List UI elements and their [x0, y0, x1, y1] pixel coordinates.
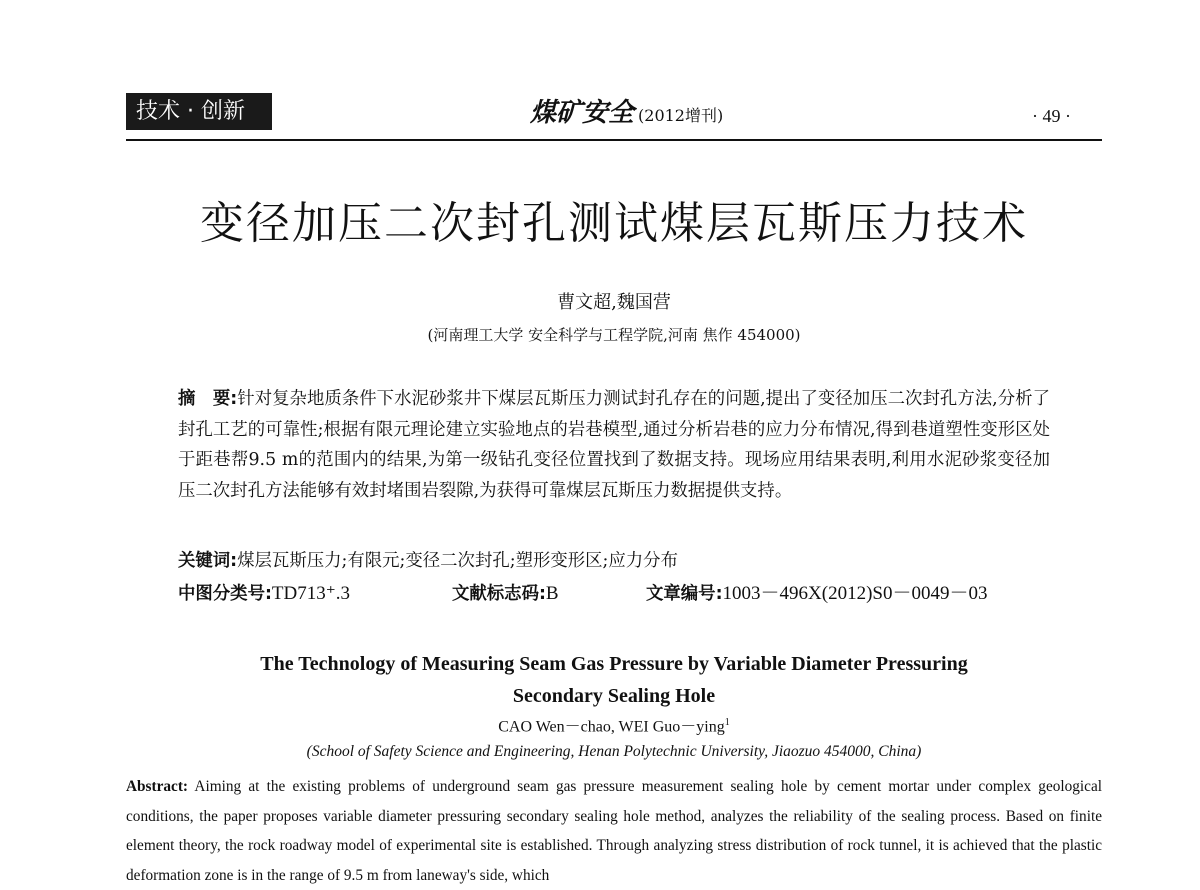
article-number	[646, 580, 987, 608]
article-no-value: 1003－496X(2012)S0－0049－03	[722, 583, 988, 604]
journal-issue: (2012增刊)	[638, 106, 724, 125]
abstract-zh-text: 针对复杂地质条件下水泥砂浆井下煤层瓦斯压力测试封孔存在的问题,提出了变径加压二次封孔方法,分析了封孔工艺的可靠性;根据有限元理论建立实验地点的岩巷模型,通过分析岩巷的应力分布情况,得到巷道塑性变形区处于距巷帮9.5 m的范围内的结果,为第一级钻孔变径位置找到了数据支持。现场应用结果表明,利用水泥砂浆变径加压二次封孔方法能够有效封堵围岩裂隙,为获得可靠煤层瓦斯压力数据提供支持。	[178, 389, 1050, 501]
authors-en	[126, 712, 1102, 738]
classification-line	[178, 580, 1078, 608]
affiliation-en: (School of Safety Science and Engineering, Henan Polytechnic University, Jiaozuo 454000, China)	[306, 743, 922, 760]
abstract-en-text: Aiming at the existing problems of underground seam gas pressure measurement sealing hole by cement mortar under complex geological conditions, the paper proposes variable diameter pressuring secondary sealing hole method, analyzes the reliability of the sealing process. Based on finite element theory, the rock roadway model of experimental site is established. Through analyzing stress distribution of rock tunnel, it is achieved that the plastic deformation zone is in the range of 9.5 m from laneway's side, which	[126, 778, 1103, 884]
doc-code-value: B	[545, 583, 559, 604]
keywords-text: 煤层瓦斯压力;有限元;变径二次封孔;塑形变形区;应力分布	[237, 551, 678, 571]
authors-zh: 曹文超,魏国营	[557, 292, 671, 313]
page-number: · 49 ·	[1032, 106, 1071, 126]
section-tag: 技术 · 创新	[126, 93, 272, 130]
keywords-label: 关键词:	[178, 551, 238, 571]
abstract-zh	[178, 384, 1050, 506]
affiliation-zh: (河南理工大学 安全科学与工程学院,河南 焦作 454000)	[427, 326, 801, 344]
clc-label: 中图分类号:	[178, 584, 272, 604]
clc-value: TD713⁺.3	[271, 583, 351, 604]
title-en-line1: The Technology of Measuring Seam Gas Pressure by Variable Diameter Pressuring	[260, 653, 968, 675]
authors-en-names: CAO Wen－chao, WEI Guo－ying	[498, 718, 725, 736]
keywords-zh	[178, 548, 1078, 574]
article-title-zh: 变径加压二次封孔测试煤层瓦斯压力技术	[200, 198, 1028, 249]
article-no-label: 文章编号:	[646, 584, 723, 604]
authors-en-superscript: 1	[724, 717, 730, 728]
article-title-en	[126, 648, 1102, 712]
journal-title	[530, 96, 723, 133]
title-en-line2: Secondary Sealing Hole	[512, 685, 716, 707]
abstract-zh-label: 摘 要:	[178, 389, 238, 409]
abstract-en-label: Abstract:	[126, 778, 189, 795]
abstract-en	[126, 772, 1102, 890]
document-code	[452, 580, 559, 608]
header-rule	[126, 139, 1102, 141]
journal-name: 煤矿安全	[530, 98, 635, 128]
clc-number	[178, 580, 350, 608]
doc-code-label: 文献标志码:	[452, 584, 546, 604]
